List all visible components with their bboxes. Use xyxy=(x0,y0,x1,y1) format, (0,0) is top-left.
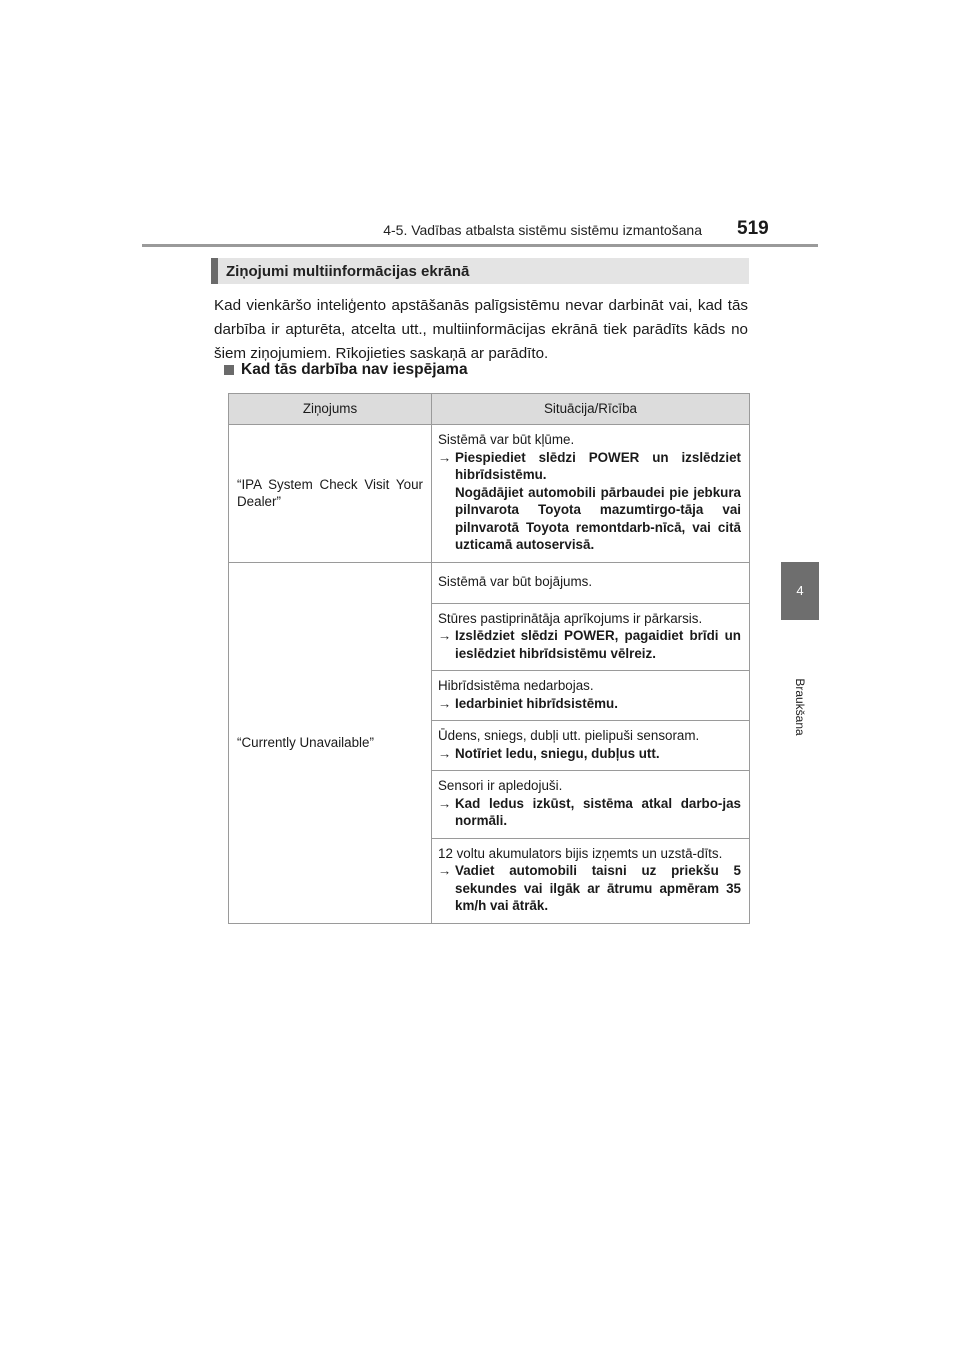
action-line xyxy=(438,627,741,662)
action-text: Izslēdziet slēdzi POWER, pagaidiet brīdi un ieslēdziet hibrīdsistēmu vēlreiz. xyxy=(455,628,741,661)
section-accent xyxy=(211,258,218,284)
situation-text: 12 voltu akumulators bijis izņemts un uzstā-dīts. xyxy=(438,845,723,861)
situation-cell xyxy=(432,425,750,563)
situation-text: Hibrīdsistēma nedarbojas. xyxy=(438,678,594,693)
table-row xyxy=(229,562,750,603)
action-text: Iedarbiniet hibrīdsistēmu. xyxy=(455,695,618,711)
arrow-icon: → xyxy=(438,795,452,811)
situation-cell xyxy=(432,771,750,839)
subheading-text: Kad tās darbība nav iespējama xyxy=(241,361,468,378)
situation-cell xyxy=(432,838,750,923)
arrow-icon: → xyxy=(438,695,452,711)
header-message: Ziņojums xyxy=(229,394,432,425)
chapter-label: Braukšana xyxy=(793,678,807,736)
action-line xyxy=(438,862,741,915)
subheading xyxy=(224,361,468,379)
intro-paragraph: Kad vienkāršo inteliģento apstāšanās palīgsistēmu nevar darbināt vai, kad tās darbība ir apturēta, atcelta utt., multiinformācijas ekrānā tiek parādīts kāds no šiem ziņojumiem. Rīkojieties saskaņā ar parādīto. xyxy=(214,297,748,362)
situation-text: Stūres pastiprinātāja aprīkojums ir pārkarsis. xyxy=(438,610,703,626)
action-line xyxy=(438,795,741,830)
header-situation: Situācija/Rīcība xyxy=(432,394,750,425)
section-heading xyxy=(211,258,749,284)
action-text: Notīriet ledu, sniegu, dubļus utt. xyxy=(455,745,660,761)
table-header-row xyxy=(229,394,750,425)
situation-text: Sensori ir apledojuši. xyxy=(438,778,563,793)
arrow-icon: → xyxy=(438,863,452,878)
situation-text: Sistēmā var būt bojājums. xyxy=(438,573,593,589)
action-text-2: Nogādājiet automobili pārbaudei pie jebkura pilnvarota Toyota mazumtirgo-tāja vai pilnvarotā Toyota remontdarb-nīcā, vai citā uzticamā autoservisā. xyxy=(455,484,741,552)
situation-text: Ūdens, sniegs, dubļi utt. pielipuši sensoram. xyxy=(438,728,700,743)
situation-text: Sistēmā var būt kļūme. xyxy=(438,432,575,447)
situation-cell xyxy=(432,671,750,721)
action-line xyxy=(438,449,741,554)
situation-cell xyxy=(432,562,750,603)
arrow-icon: → xyxy=(438,628,452,643)
arrow-icon: → xyxy=(438,449,452,465)
arrow-icon: → xyxy=(438,745,452,761)
action-text: Vadiet automobili taisni uz priekšu 5 sekundes vai ilgāk ar ātrumu apmēram 35 km/h vai ātrāk. xyxy=(455,863,741,913)
action-text: Piespiediet slēdzi POWER un izslēdziet hibrīdsistēmu. xyxy=(455,449,741,482)
action-text: Kad ledus izkūst, sistēma atkal darbo-jas normāli. xyxy=(455,795,741,828)
situation-cell xyxy=(432,721,750,771)
chapter-tab: 4 xyxy=(781,562,819,620)
situation-cell xyxy=(432,603,750,671)
page-number: 519 xyxy=(737,218,769,239)
action-line xyxy=(438,695,741,713)
message-cell: “IPA System Check Visit Your Dealer” xyxy=(229,425,432,563)
table-row xyxy=(229,425,750,563)
square-bullet-icon xyxy=(224,365,234,375)
message-cell: “Currently Unavailable” xyxy=(229,562,432,923)
running-header: 4-5. Vadības atbalsta sistēmu sistēmu izmantošana xyxy=(383,222,702,238)
section-title: Ziņojumi multiinformācijas ekrānā xyxy=(226,262,470,280)
message-table xyxy=(228,393,750,924)
header-divider xyxy=(142,244,818,247)
action-line xyxy=(438,745,741,763)
